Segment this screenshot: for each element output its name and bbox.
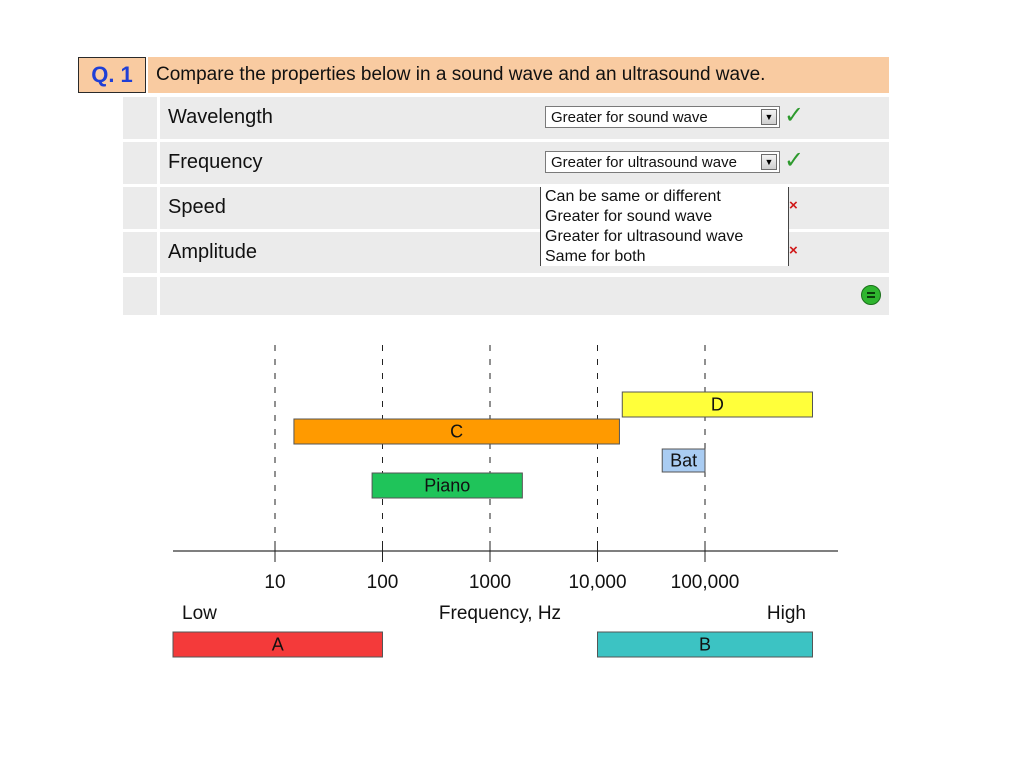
- incorrect-cross-icon: ×: [789, 242, 798, 259]
- range-label-d: D: [710, 394, 724, 415]
- row-label-amplitude: Amplitude: [168, 241, 257, 263]
- correct-check-icon: ✓: [784, 147, 805, 174]
- range-label-a: A: [271, 634, 284, 655]
- correct-check-icon: ✓: [784, 102, 805, 129]
- x-tick-label: 10,000: [568, 572, 627, 593]
- wavelength-select-value: Greater for sound wave: [551, 108, 708, 126]
- range-label-b: B: [698, 634, 712, 655]
- incorrect-cross-icon: ×: [789, 197, 798, 214]
- dropdown-option[interactable]: Can be same or different: [545, 188, 721, 205]
- dropdown-option[interactable]: Greater for sound wave: [545, 208, 713, 225]
- x-tick-label: 10: [264, 572, 286, 593]
- high-label: High: [766, 603, 806, 624]
- range-label-bat: Bat: [670, 450, 698, 471]
- low-label: Low: [182, 603, 217, 624]
- chevron-down-icon[interactable]: ▼: [761, 109, 777, 125]
- chevron-down-icon[interactable]: ▼: [761, 154, 777, 170]
- question-number: Q. 1: [78, 57, 146, 93]
- range-label-c: C: [450, 421, 464, 442]
- x-axis-label: Frequency, Hz: [438, 603, 562, 624]
- x-tick-label: 100,000: [670, 572, 740, 593]
- x-tick-label: 1000: [468, 572, 512, 593]
- frequency-select-value: Greater for ultrasound wave: [551, 153, 737, 171]
- dropdown-option[interactable]: Same for both: [545, 248, 646, 265]
- row-label-frequency: Frequency: [168, 151, 263, 173]
- x-tick-label: 100: [366, 572, 399, 593]
- range-label-piano: Piano: [424, 475, 471, 496]
- row-label-wavelength: Wavelength: [168, 106, 273, 128]
- question-text: Compare the properties below in a sound wave and an ultrasound wave.: [148, 57, 889, 93]
- row-label-speed: Speed: [168, 196, 226, 218]
- dropdown-option[interactable]: Greater for ultrasound wave: [545, 228, 744, 245]
